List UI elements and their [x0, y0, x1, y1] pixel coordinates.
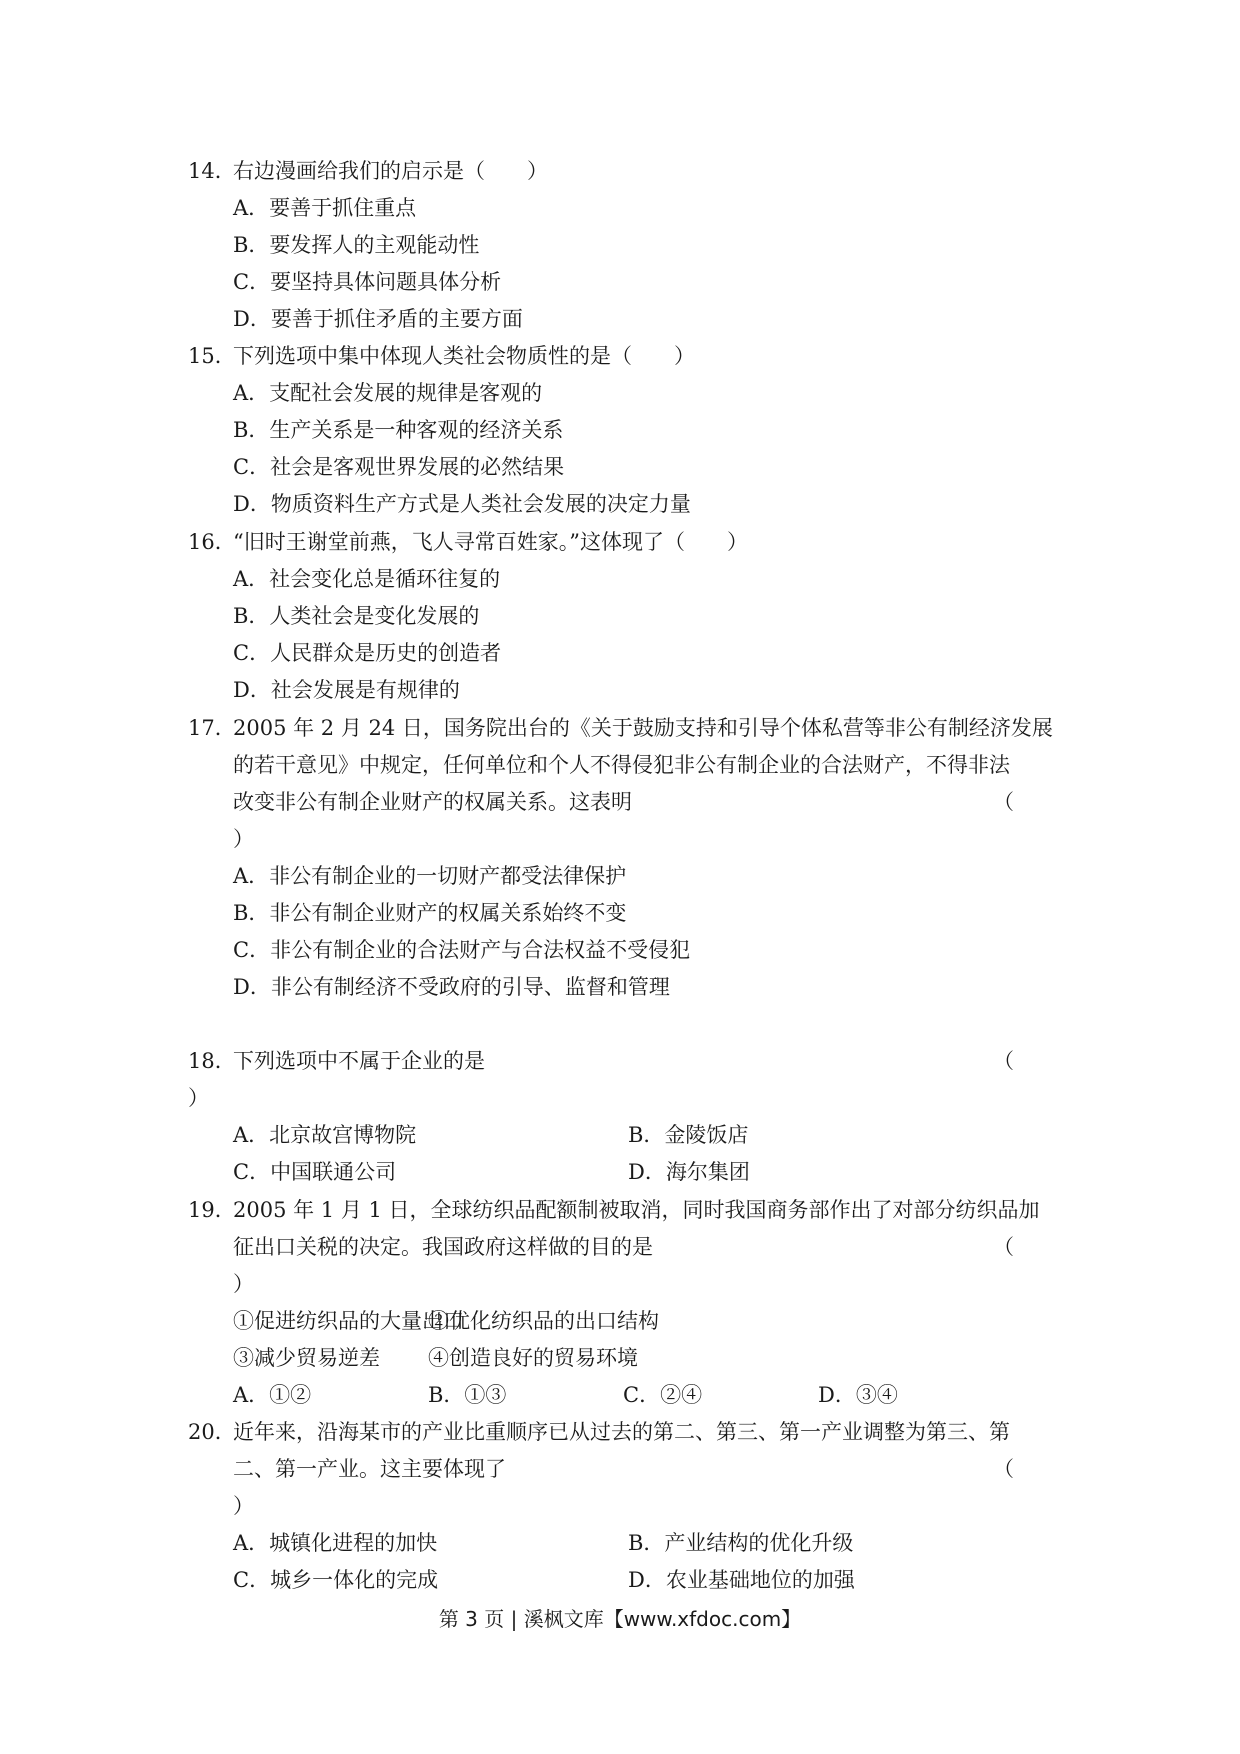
option-a: A．①② [233, 1383, 312, 1407]
option-row [188, 1377, 1058, 1414]
question-stem-line [188, 1451, 1058, 1488]
question-stem-line [188, 1043, 1058, 1080]
question-stem: “旧时王谢堂前燕，飞人寻常百姓家。”这体现了（ ） [233, 530, 748, 554]
option-d: D．③④ [818, 1383, 898, 1407]
option-row [188, 1154, 1058, 1191]
question-stem: 下列选项中不属于企业的是 [233, 1049, 485, 1073]
question-stem-line [188, 524, 1058, 561]
option-row [188, 1562, 1058, 1599]
question-stem-line [188, 1229, 1058, 1266]
question-14 [188, 153, 1058, 338]
option-b: B．人类社会是变化发展的 [233, 604, 480, 628]
option-a: A．要善于抓住重点 [233, 196, 417, 220]
option-a: A．支配社会发展的规律是客观的 [233, 381, 543, 405]
question-stem: 改变非公有制企业财产的权属关系。这表明 [233, 790, 632, 814]
question-stem: 2005 年 2 月 24 日，国务院出台的《关于鼓励支持和引导个体私营等非公有制经济发展 [233, 716, 1053, 740]
answer-paren-open: （ [993, 1457, 1014, 1481]
question-19 [188, 1192, 1058, 1414]
question-number: 18． [188, 1049, 236, 1073]
question-stem: 2005 年 1 月 1 日，全球纺织品配额制被取消，同时我国商务部作出了对部分纺织品加 [233, 1198, 1040, 1222]
page-footer: 第 3 页 | 溪枫文库【www.xfdoc.com】 [438, 1607, 802, 1631]
answer-paren-open: （ [993, 1235, 1014, 1259]
question-stem: 下列选项中集中体现人类社会物质性的是（ ） [233, 344, 695, 368]
option-c: C．要坚持具体问题具体分析 [233, 270, 502, 294]
option-c: C．人民群众是历史的创造者 [233, 641, 502, 665]
option-b: B．金陵饭店 [628, 1123, 749, 1147]
option-c: C．城乡一体化的完成 [233, 1568, 439, 1592]
question-15 [188, 338, 1058, 523]
question-stem-line [188, 710, 1058, 747]
question-stem: 征出口关税的决定。我国政府这样做的目的是 [233, 1235, 653, 1259]
question-stem: 近年来，沿海某市的产业比重顺序已从过去的第二、第三、第一产业调整为第三、第 [233, 1420, 1010, 1444]
option-d: D．物质资料生产方式是人类社会发展的决定力量 [233, 492, 691, 516]
question-number: 17． [188, 716, 236, 740]
question-number: 19． [188, 1198, 236, 1222]
option-row [188, 1525, 1058, 1562]
option-c: C．②④ [623, 1383, 703, 1407]
question-number: 16． [188, 530, 236, 554]
option-d: D．农业基础地位的加强 [628, 1568, 855, 1592]
option-d: D．非公有制经济不受政府的引导、监督和管理 [233, 975, 670, 999]
question-16 [188, 524, 1058, 709]
option-c: C．中国联通公司 [233, 1160, 397, 1184]
option-row [188, 1117, 1058, 1154]
option-d: D．社会发展是有规律的 [233, 678, 460, 702]
option-d: D．海尔集团 [628, 1160, 750, 1184]
answer-paren-close: ） [188, 1086, 209, 1110]
question-stem-line [188, 153, 1058, 190]
option-b: B．①③ [428, 1383, 507, 1407]
item-2: ②优化纺织品的出口结构 [428, 1309, 659, 1333]
option-b: B．产业结构的优化升级 [628, 1531, 854, 1555]
question-stem: 右边漫画给我们的启示是（ ） [233, 159, 548, 183]
question-17 [188, 710, 1058, 1006]
item-row [188, 1340, 1058, 1377]
option-b: B．生产关系是一种客观的经济关系 [233, 418, 564, 442]
answer-paren-close: ） [233, 827, 254, 851]
answer-paren-open: （ [993, 1049, 1014, 1073]
option-a: A．社会变化总是循环往复的 [233, 567, 501, 591]
option-a: A．非公有制企业的一切财产都受法律保护 [233, 864, 627, 888]
item-row [188, 1303, 1058, 1340]
item-4: ④创造良好的贸易环境 [428, 1346, 638, 1370]
option-c: C．非公有制企业的合法财产与合法权益不受侵犯 [233, 938, 691, 962]
question-20 [188, 1414, 1058, 1599]
answer-paren-open: （ [993, 790, 1014, 814]
question-18 [188, 1043, 1058, 1191]
answer-paren-close: ） [233, 1494, 254, 1518]
option-a: A．北京故宫博物院 [233, 1123, 417, 1147]
question-stem-line [188, 1414, 1058, 1451]
question-number: 15． [188, 344, 236, 368]
option-d: D．要善于抓住矛盾的主要方面 [233, 307, 523, 331]
question-stem: 二、第一产业。这主要体现了 [233, 1457, 506, 1481]
option-b: B．要发挥人的主观能动性 [233, 233, 480, 257]
question-number: 14． [188, 159, 236, 183]
question-stem-line [188, 338, 1058, 375]
item-1: ①促进纺织品的大量出口 [233, 1309, 464, 1333]
question-stem-line: 的若干意见》中规定，任何单位和个人不得侵犯非公有制企业的合法财产，不得非法 [233, 753, 1010, 777]
option-c: C．社会是客观世界发展的必然结果 [233, 455, 565, 479]
option-a: A．城镇化进程的加快 [233, 1531, 438, 1555]
question-stem-line [188, 784, 1058, 821]
item-3: ③减少贸易逆差 [233, 1346, 380, 1370]
answer-paren-close: ） [233, 1272, 254, 1296]
question-number: 20． [188, 1420, 236, 1444]
option-b: B．非公有制企业财产的权属关系始终不变 [233, 901, 627, 925]
question-stem-line [188, 1192, 1058, 1229]
